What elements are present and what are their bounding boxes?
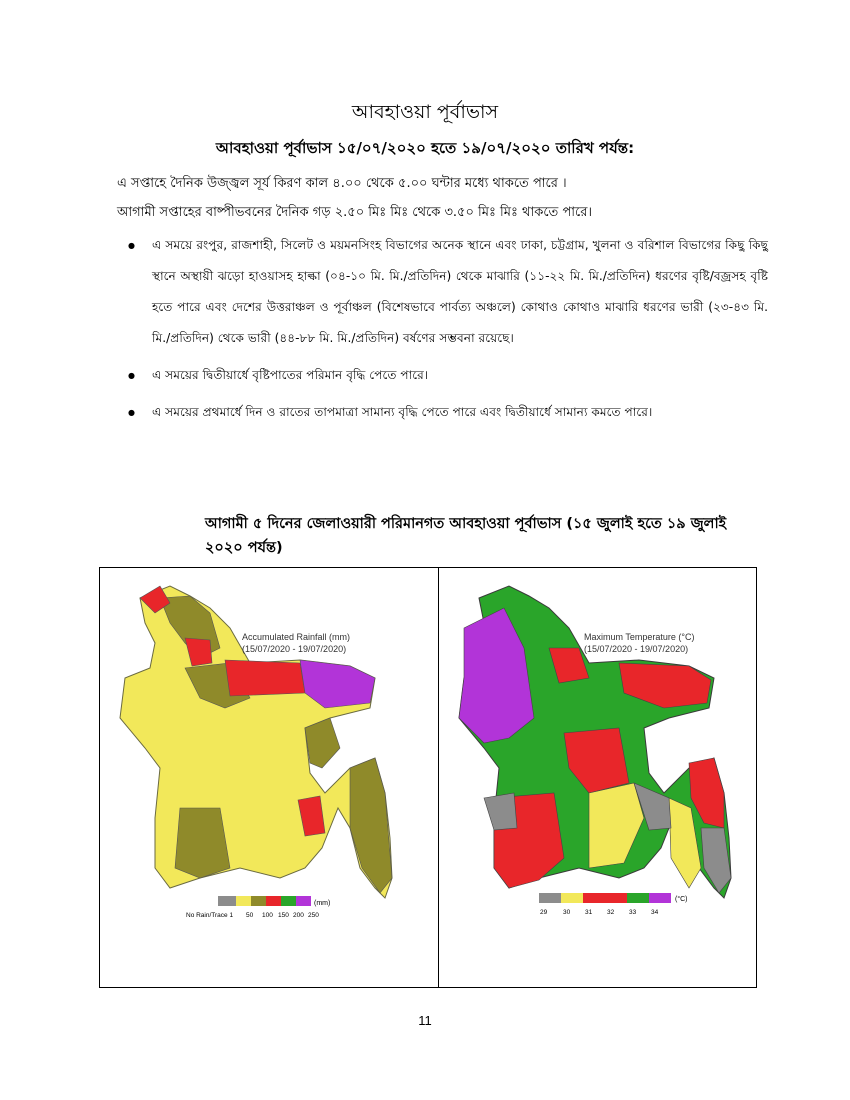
sunshine-line: এ সপ্তাহে দৈনিক উজ্জ্বল সূর্য কিরণ কাল ৪.০০ থেকে ৫.০০ ঘন্টার মধ্যে থাকতে পারে । — [117, 176, 567, 191]
forecast-maps-table — [99, 567, 757, 988]
rainfall-map-period: (15/07/2020 - 19/07/2020) — [242, 644, 347, 654]
evaporation-line: আগামী সপ্তাহের বাষ্পীভবনের দৈনিক গড় ২.৫০ মিঃ মিঃ থেকে ৩.৫০ মিঃ মিঃ থাকতে পারে। — [117, 205, 593, 220]
temp-legend-label-1: 29 — [540, 909, 548, 916]
temperature-legend — [539, 893, 688, 916]
rainfall-region-southeast — [350, 758, 392, 893]
rain-legend-swatch-2 — [236, 896, 251, 906]
rainfall-map-title: Accumulated Rainfall (mm) — [242, 632, 351, 642]
temp-legend-swatch-3 — [583, 893, 605, 903]
rainfall-legend — [186, 896, 330, 919]
temp-legend-swatch-6 — [649, 893, 671, 903]
rain-legend-swatch-3 — [251, 896, 266, 906]
temperature-map-cell — [439, 568, 756, 987]
temperature-map-title: Maximum Temperature (°C) — [584, 632, 695, 642]
rainfall-map — [100, 568, 438, 987]
page-title: আবহাওয়া পূর্বাভাস — [351, 101, 499, 123]
rain-legend-swatch-1 — [218, 896, 236, 906]
rainfall-region-red-east — [225, 660, 305, 696]
rain-legend-label-4: 150 — [278, 912, 289, 919]
temp-legend-swatch-2 — [561, 893, 583, 903]
temperature-map — [439, 568, 756, 987]
rain-legend-swatch-5 — [281, 896, 296, 906]
bullet-rain-increase: ● এ সময়ের দ্বিতীয়ার্ধে বৃষ্টিপাতের পরিমান বৃদ্ধি পেতে পারে। — [128, 360, 768, 391]
bullet-rainfall: ● এ সময়ে রংপুর, রাজশাহী, সিলেট ও ময়মনসিংহ বিভাগের অনেক স্থানে এবং ঢাকা, চট্টগ্রাম, খুলনা ও বরিশাল বিভাগের কিছু কিছু স্থানে অস্থায়ী ঝড়ো হাওয়াসহ হাল্কা (০৪-১০ মি. মি./প্রতিদিন) থেকে মাঝারি (১১-২২ মি. মি./প্রতিদিন) ধরণের বৃষ্টি/বজ্রসহ বৃষ্টি হতে পারে এবং দেশের উত্তরাঞ্চল ও পূর্বাঞ্চল (বিশেষভাবে পার্বত্য অঞ্চলে) কোথাও কোথাও মাঝারি ধরণের ভারী (২৩-৪৩ মি. মি./প্রতিদিন) থেকে ভারী (৪৪-৮৮ মি. মি./প্রতিদিন) বর্ষণের সম্ভবনা রয়েছে। — [128, 230, 768, 354]
temp-region-grey-west — [484, 793, 517, 830]
temp-legend-label-3: 31 — [585, 909, 593, 916]
page-number: 11 — [418, 1013, 432, 1028]
temp-legend-swatch-1 — [539, 893, 561, 903]
temp-legend-label-4: 32 — [607, 909, 615, 916]
temp-legend-label-5: 33 — [629, 909, 637, 916]
rain-legend-label-6: 250 — [308, 912, 319, 919]
rain-legend-swatch-4 — [266, 896, 281, 906]
temperature-map-period: (15/07/2020 - 19/07/2020) — [584, 644, 689, 654]
bullet-temperature: ● এ সময়ের প্রথমার্ধে দিন ও রাতের তাপমাত্রা সামান্য বৃদ্ধি পেতে পারে এবং দ্বিতীয়ার্ধে সামান্য কমতে পারে। — [128, 397, 768, 428]
temp-legend-swatch-5 — [627, 893, 649, 903]
temp-legend-swatch-4 — [605, 893, 627, 903]
rain-legend-unit: (mm) — [314, 900, 331, 907]
temp-legend-label-2: 30 — [563, 909, 571, 916]
temp-legend-unit: (°C) — [675, 896, 688, 903]
temp-legend-label-6: 34 — [651, 909, 659, 916]
forecast-bullet-list — [128, 230, 768, 428]
rain-legend-swatch-6 — [296, 896, 311, 906]
district-forecast-heading: আগামী ৫ দিনের জেলাওয়ারী পরিমানগত আবহাওয়া পূর্বাভাস (১৫ জুলাই হতে ১৯ জুলাই ২০২০ পর্যন্ত) — [205, 516, 727, 556]
rainfall-map-cell — [100, 568, 439, 987]
forecast-subtitle: আবহাওয়া পূর্বাভাস ১৫/০৭/২০২০ হতে ১৯/০৭/২০২০ তারিখ পর্যন্ত: — [215, 139, 635, 157]
rainfall-region-southwest — [175, 808, 230, 878]
rain-legend-label-3: 100 — [262, 912, 273, 919]
rain-legend-label-5: 200 — [293, 912, 304, 919]
rain-legend-label-2: 50 — [246, 912, 254, 919]
rain-legend-label-1: No Rain/Trace 1 — [186, 912, 234, 919]
